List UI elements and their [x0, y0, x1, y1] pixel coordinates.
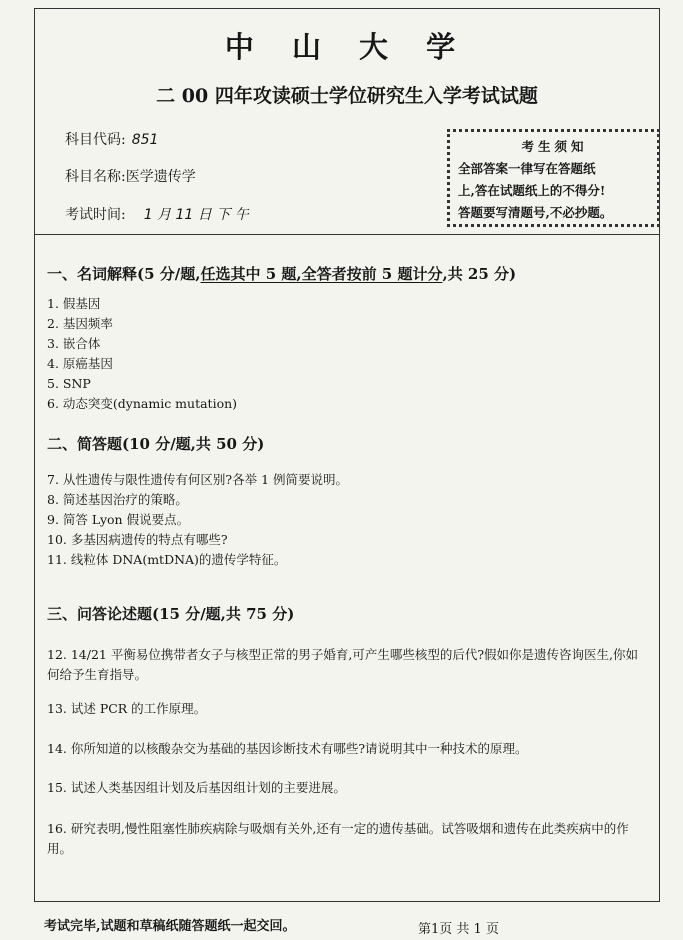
section-1-title-post: ,共 25 分)	[442, 265, 517, 283]
notice-line-2: 上,答在试题纸上的不得分!	[458, 183, 606, 198]
section-1-title	[47, 263, 516, 284]
question-14: 14. 你所知道的以核酸杂交为基础的基因诊断技术有哪些?请说明其中一种技术的原理。	[47, 741, 528, 756]
section-1-title-pre: 一、名词解释(5 分/题,	[47, 265, 201, 283]
list-item: 5. SNP	[47, 376, 91, 391]
notice-line-1: 全部答案一律写在答题纸	[458, 161, 596, 176]
subject-name-row	[65, 166, 196, 186]
section-1-title-underlined: 任选其中 5 题,全答者按前 5 题计分	[200, 265, 443, 283]
list-item: 4. 原癌基因	[47, 356, 113, 371]
subject-name-value: 医学遗传学	[125, 169, 196, 185]
question-12: 12. 14/21 平衡易位携带者女子与核型正常的男子婚育,可产生哪些核型的后代?假如你是遗传咨询医生,你如何给予生育指导。	[47, 647, 638, 682]
exam-frame	[34, 8, 660, 902]
candidate-notice-box	[447, 129, 660, 227]
subject-code-value: 851	[131, 132, 159, 148]
list-item: 8. 简述基因治疗的策略。	[47, 492, 188, 507]
university-title: 中 山 大 学	[224, 30, 470, 64]
section-3-title: 三、问答论述题(15 分/题,共 75 分)	[47, 605, 295, 623]
notice-line-3: 答题要写清题号,不必抄题。	[458, 205, 613, 220]
list-item: 7. 从性遗传与限性遗传有何区别?各举 1 例简要说明。	[47, 472, 349, 487]
subject-code-label: 科目代码:	[65, 132, 126, 148]
footer-note: 考试完毕,试题和草稿纸随答题纸一起交回。	[44, 919, 296, 934]
list-item: 10. 多基因病遗传的特点有哪些?	[47, 532, 228, 547]
list-item: 11. 线粒体 DNA(mtDNA)的遗传学特征。	[47, 552, 287, 567]
section-2-list	[47, 470, 645, 570]
list-item: 3. 嵌合体	[47, 336, 101, 351]
exam-time-label: 考试时间:	[65, 207, 126, 223]
section-1-list	[47, 294, 645, 414]
exam-title: 二 00 四年攻读硕士学位研究生入学考试试题	[156, 85, 538, 107]
list-item: 2. 基因频率	[47, 316, 113, 331]
list-item: 9. 简答 Lyon 假说要点。	[47, 512, 190, 527]
question-15: 15. 试述人类基因组计划及后基因组计划的主要进展。	[47, 780, 346, 795]
list-item: 1. 假基因	[47, 296, 101, 311]
header-divider	[35, 234, 659, 235]
notice-title: 考生须知	[521, 139, 588, 154]
question-13: 13. 试述 PCR 的工作原理。	[47, 701, 207, 716]
exam-time-value: 1 月 11 日 下 午	[143, 207, 249, 223]
list-item: 6. 动态突变(dynamic mutation)	[47, 396, 238, 411]
exam-time-row	[65, 204, 249, 224]
section-2-title: 二、简答题(10 分/题,共 50 分)	[47, 435, 265, 453]
page-number: 第1页 共 1 页	[418, 922, 499, 937]
subject-code-row	[65, 129, 158, 149]
subject-name-label: 科目名称:	[65, 169, 126, 185]
question-16: 16. 研究表明,慢性阻塞性肺疾病除与吸烟有关外,还有一定的遗传基础。试答吸烟和遗传在此类疾病中的作用。	[47, 821, 629, 856]
